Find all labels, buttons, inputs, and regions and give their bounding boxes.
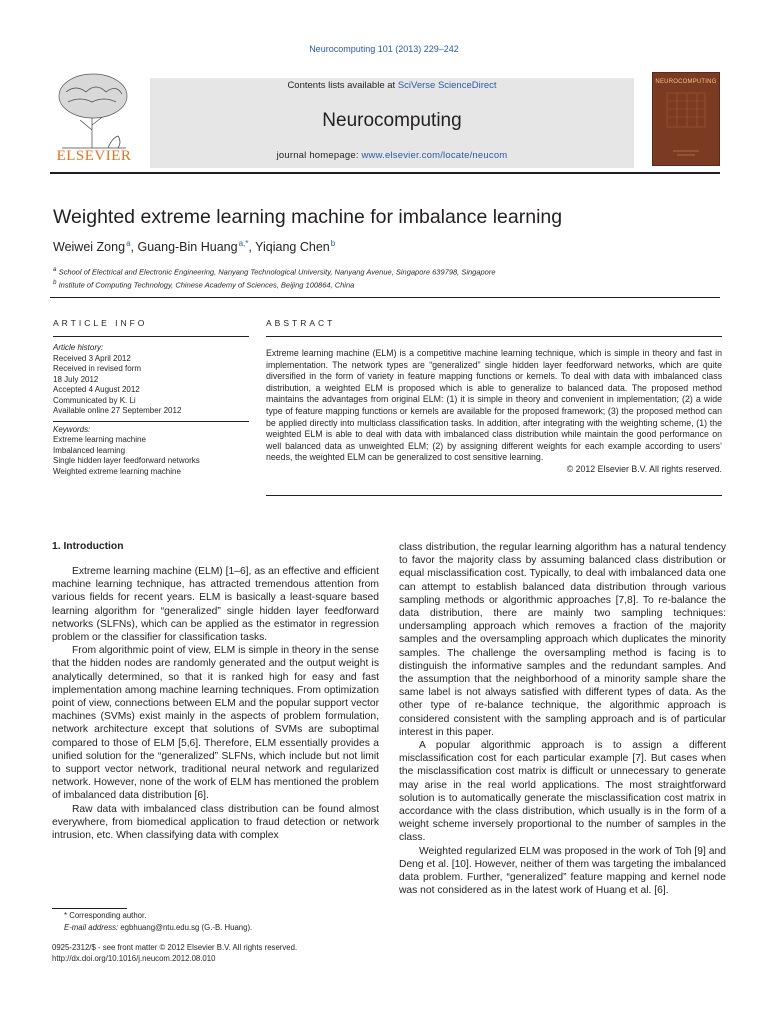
author-affiliation-mark[interactable]: b [330, 239, 336, 248]
body-paragraph: Raw data with imbalanced class distribution can be found almost everywhere, from biomedical application to fraud detection or network intrusion, etc. When classifying data with complex [52, 803, 379, 842]
divider [53, 421, 249, 422]
section-heading-introduction: 1. Introduction [52, 541, 124, 552]
abstract-body [266, 348, 722, 476]
homepage-line [150, 150, 634, 161]
body-column-left [52, 565, 379, 842]
history-item: Available online 27 September 2012 [53, 406, 182, 415]
affiliation-mark: a [53, 266, 57, 273]
journal-banner [150, 78, 634, 168]
cover-title: NEUROCOMPUTING [655, 79, 717, 85]
abstract-heading: ABSTRACT [266, 318, 336, 328]
keyword: Extreme learning machine [53, 435, 146, 444]
email-address[interactable]: egbhuang@ntu.edu.sg (G.-B. Huang). [120, 922, 253, 932]
history-item: Communicated by K. Li [53, 395, 136, 405]
article-info-heading: ARTICLE INFO [53, 318, 148, 328]
history-label: Article history: [53, 343, 104, 352]
footnote [52, 910, 252, 933]
body-paragraph: Extreme learning machine (ELM) [1–6], as an effective and efficient machine learning technique, has attracted tremendous attention from various fields for recent years. ELM is basically a least-square based learning algorithm for “generalized” single hidden layer feedforward networks (SLFNs), which can be applied as the estimator in regression problem or the classifier for classification tasks. [52, 566, 379, 644]
history-item: Received in revised form [53, 364, 142, 373]
journal-reference[interactable]: Neurocomputing 101 (2013) 229–242 [309, 44, 459, 54]
email-label: E-mail address: [64, 922, 119, 932]
tree-icon [50, 70, 136, 150]
issn-line: 0925-2312/$ - see front matter © 2012 Elsevier B.V. All rights reserved. [52, 943, 298, 952]
author-list: Weiwei Zong $^a$, Guang-Bin Huang $^{a,*}$, Yiqiang Chen $^b$ [53, 239, 336, 255]
abstract-text: Extreme learning machine (ELM) is a competitive machine learning technique, which is simple in theory and fast in implementation. The network types are “generalized” single hidden layer feedforward networks, which are quite diversified in the form of variety in feature mapping functions or kernels. To deal with data with imbalanced class distribution, a weighted ELM is proposed which is able to generalize to balanced data. The proposed method maintains the advantages from original ELM: (1) it is simple in theory and convenient in implementation; (2) a wide type of feature mapping functions or kernels are available for the proposed framework; (3) the proposed method can be applied directly into multiclass classification tasks. In addition, after integrating with the weighting scheme, (1) the weighted ELM is able to deal with data with imbalanced class distribution while maintain the good performance on well balanced data as unweighted ELM; (2) by assigning different weights for each example according to users’ needs, the weighted ELM can be generalized to cost sensitive learning. [266, 348, 722, 463]
corresponding-author-note: * Corresponding author. [64, 911, 147, 920]
footnote-divider [52, 908, 127, 909]
keyword: Weighted extreme learning machine [53, 466, 181, 476]
body-column-right [399, 541, 726, 897]
contents-line [150, 80, 634, 91]
affiliation-text: School of Electrical and Electronic Engineering, Nanyang Technological University, Nanyang Avenue, Singapore 639798, Singapore [58, 267, 496, 277]
masthead [50, 70, 720, 174]
keyword: Single hidden layer feedforward networks [53, 456, 200, 465]
author-name[interactable]: Weiwei Zong [53, 240, 126, 255]
history-item: 18 July 2012 [53, 374, 99, 384]
author-affiliation-mark[interactable]: a [126, 239, 131, 248]
publisher-wordmark: ELSEVIER [56, 148, 132, 164]
article-info [53, 343, 249, 477]
body-paragraph: From algorithmic point of view, ELM is simple in theory in the sense that the hidden nodes are randomly generated and the output weight is analytically determined, so that it is ranked high for easy and fast implementation among machine learning techniques. From optimization point of view, connections between ELM and the popular support vector machines (SVMs) exist mainly in the aspects of problem formulation, network architecture except that solutions of SVMs are suboptimal compared to those of ELM [5,6]. Therefore, ELM essentially provides a unified solution for the “generalized” SLFNs, which include but not limit to support vector network, traditional neural network and regularized network. However, none of the work of ELM has mentioned the problem of imbalanced data distribution [6]. [52, 645, 379, 802]
author-name[interactable]: Yiqiang Chen [255, 240, 330, 255]
journal-title: Neurocomputing [322, 110, 462, 131]
cover-pattern-icon [653, 73, 719, 165]
divider [53, 336, 249, 337]
homepage-link[interactable]: www.elsevier.com/locate/neucom [361, 150, 508, 161]
divider [266, 336, 722, 337]
article-title: Weighted extreme learning machine for imbalance learning [53, 206, 563, 228]
divider [266, 495, 722, 496]
body-paragraph: Weighted regularized ELM was proposed in the work of Toh [9] and Deng et al. [10]. However, neither of them was targeting the imbalanced data problem. Further, “generalized” feature mapping and kernel node was not considered as in the latest work of Huang et al. [6]. [399, 845, 726, 897]
author-name[interactable]: Guang-Bin Huang [137, 240, 238, 255]
contents-prefix: Contents lists available at [287, 80, 398, 91]
body-paragraph: class distribution, the regular learning algorithm has a natural tendency to favor the majority class by assuming balanced class distribution or equal misclassification cost. Typically, to deal with imbalanced data one can attempt to establish balanced data distribution through various sampling methods or algorithmic approaches [7,8]. To re-balance the data distribution, there are mainly two sampling techniques: undersampling approach which removes a fraction of the majority samples and the oversampling approach which duplicates the minority samples. The challenge the oversampling method is facing is to distinguish the informative samples and the redundant samples. And the assumption that the neighborhood of a minority sample share the same label is not always satisfied with different types of data. As the other type of re-balance technique, the algorithmic approach is considered consistent with the sampling approach and is of particular interest in this paper. [399, 542, 726, 738]
doi-link[interactable]: http://dx.doi.org/10.1016/j.neucom.2012.08.010 [52, 954, 216, 963]
divider [50, 297, 720, 298]
history-item: Received 3 April 2012 [53, 353, 131, 363]
author-affiliation-mark[interactable]: a,* [238, 239, 249, 248]
front-matter [52, 942, 297, 964]
homepage-prefix: journal homepage: [276, 150, 362, 161]
keyword: Imbalanced learning [53, 445, 126, 455]
body-paragraph: A popular algorithmic approach is to assign a different misclassification cost for each particular example [7]. But cases when the misclassification cost matrix is difficult or unnecessary to generate may arise in the real world applications. The most straightforward solution is to automatically generate the misclassification cost matrix in accordance with the class distribution, which usually is in the form of a weight scheme inversely proportional to the number of samples in the class. [399, 740, 726, 844]
email-line [52, 922, 252, 934]
affiliation [53, 279, 354, 290]
journal-cover-thumbnail[interactable] [652, 72, 720, 166]
keywords-label: Keywords: [53, 424, 91, 434]
affiliation [53, 266, 496, 277]
publisher-logo[interactable] [50, 70, 136, 166]
affiliation-text: Institute of Computing Technology, Chinese Academy of Sciences, Beijing 100864, China [58, 280, 355, 290]
copyright-notice: © 2012 Elsevier B.V. All rights reserved. [566, 463, 722, 474]
history-item: Accepted 4 August 2012 [53, 385, 140, 394]
sciencedirect-link[interactable]: SciVerse ScienceDirect [397, 80, 497, 91]
affiliation-mark: b [53, 279, 57, 286]
